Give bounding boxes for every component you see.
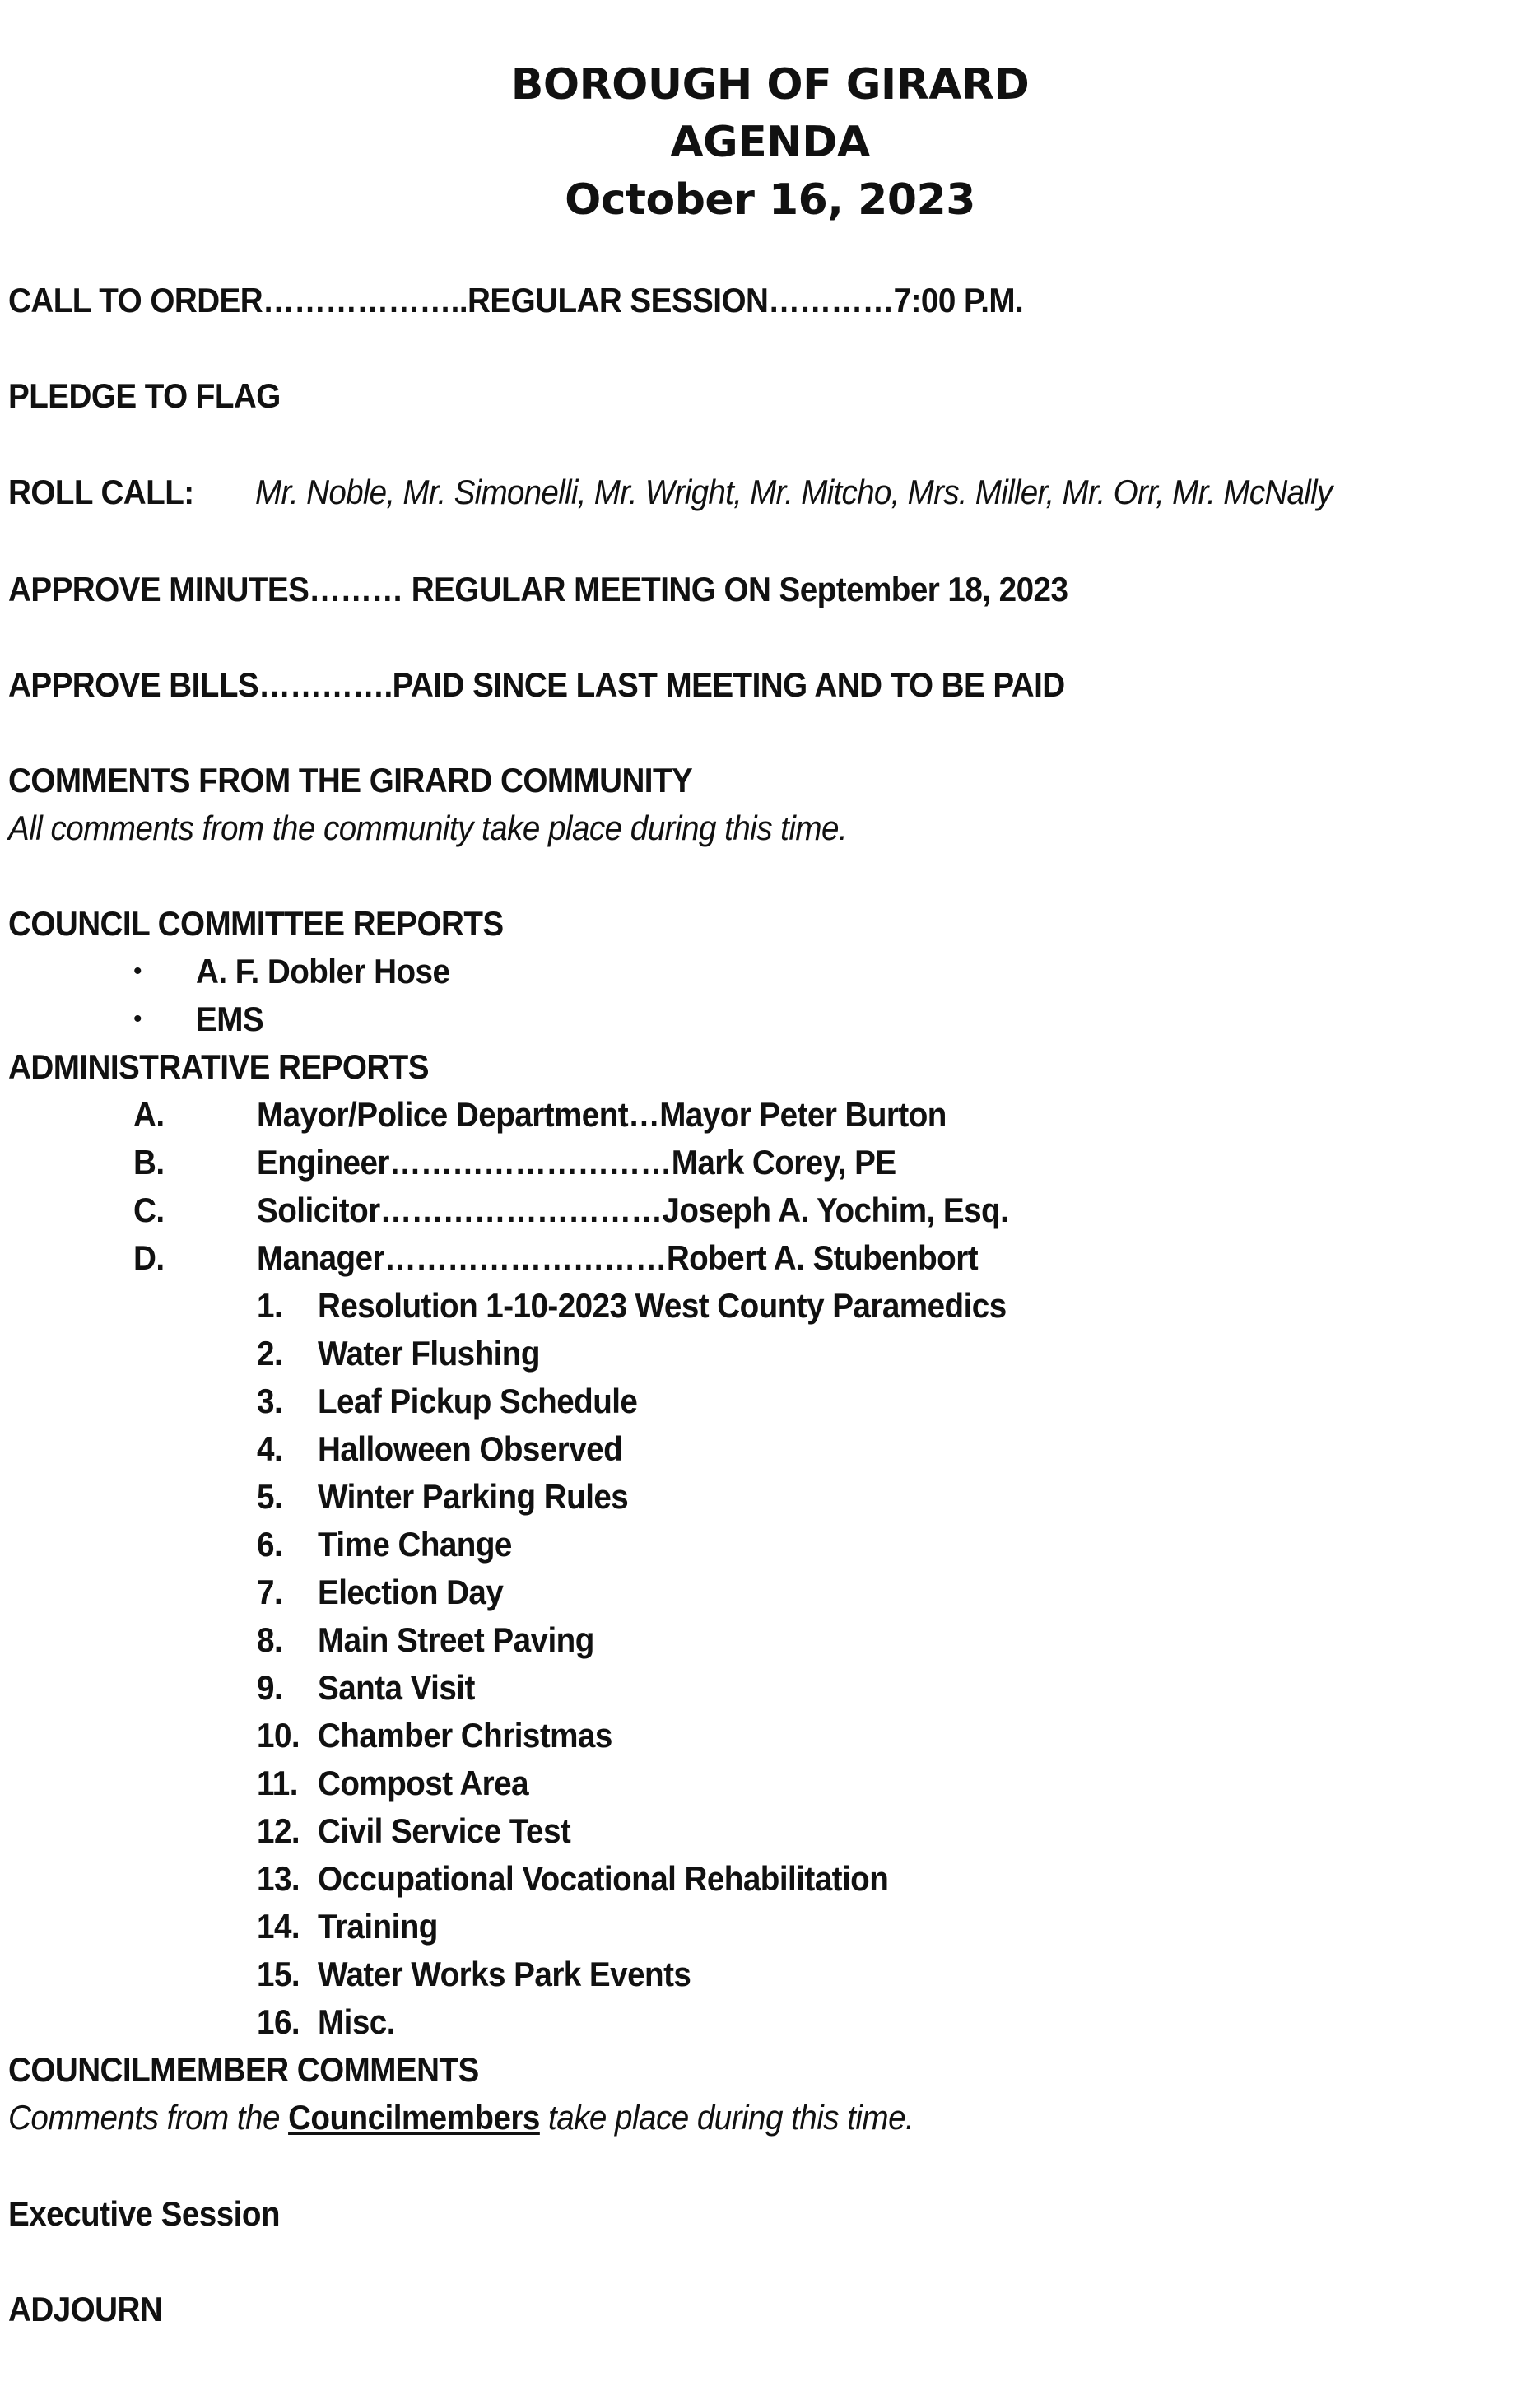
item-number: 6. xyxy=(257,1525,283,1564)
committee-reports-heading: COUNCIL COMMITTEE REPORTS xyxy=(8,904,504,943)
item-number: 2. xyxy=(257,1334,283,1373)
note-prefix: Comments from the xyxy=(8,2098,289,2137)
item-text: Halloween Observed xyxy=(318,1429,623,1468)
community-comments-note: All comments from the community take place during this time. xyxy=(8,809,848,847)
admin-item-text: Mayor/Police Department…Mayor Peter Burton xyxy=(257,1095,947,1134)
admin-item-text: Solicitor………………………Joseph A. Yochim, Esq. xyxy=(257,1191,1009,1229)
item-text: Election Day xyxy=(318,1573,504,1611)
agenda-date: October 16, 2023 xyxy=(565,175,975,225)
admin-item-letter: C. xyxy=(133,1191,165,1229)
administrative-reports-heading: ADMINISTRATIVE REPORTS xyxy=(8,1047,429,1086)
item-text: Time Change xyxy=(318,1525,512,1564)
item-text: Water Flushing xyxy=(318,1334,540,1373)
item-number: 4. xyxy=(257,1429,283,1468)
item-number: 7. xyxy=(257,1573,283,1611)
item-text: Santa Visit xyxy=(318,1668,475,1707)
bullet-icon: • xyxy=(133,1005,142,1032)
item-number: 11. xyxy=(257,1764,298,1802)
item-number: 3. xyxy=(257,1382,283,1420)
item-number: 8. xyxy=(257,1620,283,1659)
adjourn: ADJOURN xyxy=(8,2290,163,2328)
item-text: Chamber Christmas xyxy=(318,1716,612,1755)
executive-session: Executive Session xyxy=(8,2194,280,2233)
agenda-title: AGENDA xyxy=(670,118,870,167)
item-number: 9. xyxy=(257,1668,283,1707)
approve-minutes: APPROVE MINUTES……… REGULAR MEETING ON September 18, 2023 xyxy=(8,570,1068,608)
item-number: 1. xyxy=(257,1286,283,1325)
item-number: 16. xyxy=(257,2002,300,2041)
roll-call-names: Mr. Noble, Mr. Simonelli, Mr. Wright, Mr. Mitcho, Mrs. Miller, Mr. Orr, Mr. McNally xyxy=(255,473,1333,511)
item-text: Misc. xyxy=(318,2002,395,2041)
committee-item: A. F. Dobler Hose xyxy=(196,952,450,990)
councilmembers-underlined: Councilmembers xyxy=(288,2098,540,2137)
councilmember-comments-heading: COUNCILMEMBER COMMENTS xyxy=(8,2050,479,2089)
item-number: 15. xyxy=(257,1955,300,1993)
item-text: Resolution 1-10-2023 West County Paramedics xyxy=(318,1286,1007,1325)
call-to-order: CALL TO ORDER………………..REGULAR SESSION…………7:00 P.M. xyxy=(8,281,1024,319)
item-number: 12. xyxy=(257,1811,300,1850)
note-suffix: take place during this time. xyxy=(539,2098,914,2137)
item-text: Leaf Pickup Schedule xyxy=(318,1382,638,1420)
admin-item-letter: B. xyxy=(133,1143,165,1182)
agenda-header xyxy=(0,56,1540,229)
item-number: 14. xyxy=(257,1907,300,1946)
admin-item-text: Engineer………………………Mark Corey, PE xyxy=(257,1143,896,1182)
admin-item-text: Manager………………………Robert A. Stubenbort xyxy=(257,1238,979,1277)
admin-item-letter: D. xyxy=(133,1238,165,1277)
item-number: 10. xyxy=(257,1716,300,1755)
bullet-icon: • xyxy=(133,958,142,985)
borough-title: BOROUGH OF GIRARD xyxy=(510,60,1030,110)
admin-item-letter: A. xyxy=(133,1095,165,1134)
item-text: Training xyxy=(318,1907,438,1946)
item-text: Occupational Vocational Rehabilitation xyxy=(318,1859,889,1898)
councilmember-comments-note xyxy=(8,2096,914,2139)
pledge-to-flag: PLEDGE TO FLAG xyxy=(8,376,281,415)
roll-call-label: ROLL CALL: xyxy=(8,473,194,511)
item-text: Water Works Park Events xyxy=(318,1955,691,1993)
item-text: Civil Service Test xyxy=(318,1811,571,1850)
item-number: 13. xyxy=(257,1859,300,1898)
approve-bills: APPROVE BILLS………….PAID SINCE LAST MEETING AND TO BE PAID xyxy=(8,665,1065,704)
committee-item: EMS xyxy=(196,1000,264,1038)
item-text: Main Street Paving xyxy=(318,1620,594,1659)
item-number: 5. xyxy=(257,1477,283,1516)
item-text: Winter Parking Rules xyxy=(318,1477,629,1516)
item-text: Compost Area xyxy=(318,1764,529,1802)
community-comments-heading: COMMENTS FROM THE GIRARD COMMUNITY xyxy=(8,761,693,799)
